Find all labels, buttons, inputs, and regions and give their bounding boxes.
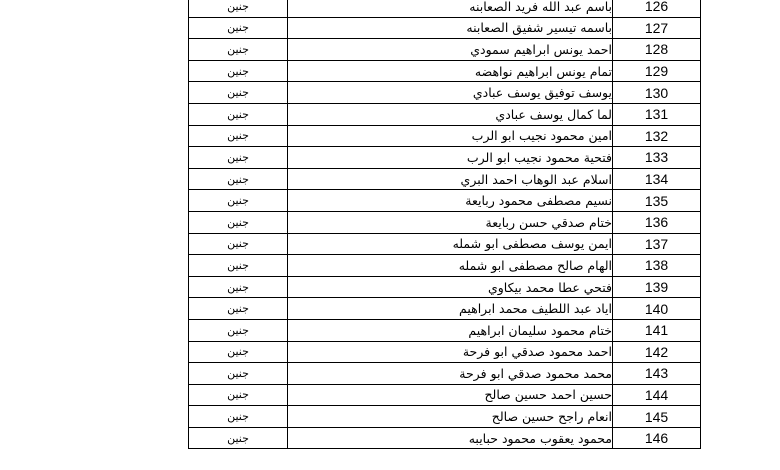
name-cell: اياد عبد اللطيف محمد ابراهيم bbox=[288, 298, 613, 320]
table-row bbox=[189, 276, 701, 298]
number-cell: 126 bbox=[613, 0, 701, 17]
number-cell: 128 bbox=[613, 39, 701, 61]
number-cell: 127 bbox=[613, 17, 701, 39]
name-cell: محمد محمود صدقي ابو فرحة bbox=[288, 363, 613, 385]
town-cell: جنين bbox=[189, 82, 288, 104]
number-cell: 137 bbox=[613, 233, 701, 255]
table-row bbox=[189, 319, 701, 341]
name-cell: تمام يونس ابراهيم نواهضه bbox=[288, 60, 613, 82]
name-cell: يوسف توفيق يوسف عبادي bbox=[288, 82, 613, 104]
name-cell: احمد محمود صدقي ابو فرحة bbox=[288, 341, 613, 363]
table-row bbox=[189, 168, 701, 190]
name-cell: حسين احمد حسين صالح bbox=[288, 384, 613, 406]
name-cell: فتحي عطا محمد بيكاوي bbox=[288, 276, 613, 298]
table-row bbox=[189, 384, 701, 406]
town-cell: جنين bbox=[189, 341, 288, 363]
town-cell: جنين bbox=[189, 276, 288, 298]
table-row bbox=[189, 406, 701, 428]
table-row bbox=[189, 298, 701, 320]
number-cell: 134 bbox=[613, 168, 701, 190]
table-row bbox=[189, 0, 701, 17]
town-cell: جنين bbox=[189, 233, 288, 255]
name-cell: ختام محمود سليمان ابراهيم bbox=[288, 319, 613, 341]
number-cell: 140 bbox=[613, 298, 701, 320]
town-cell: جنين bbox=[189, 298, 288, 320]
number-cell: 146 bbox=[613, 427, 701, 449]
town-cell: جنين bbox=[189, 147, 288, 169]
number-cell: 136 bbox=[613, 211, 701, 233]
name-cell: امين محمود نجيب ابو الرب bbox=[288, 125, 613, 147]
town-cell: جنين bbox=[189, 103, 288, 125]
town-cell: جنين bbox=[189, 60, 288, 82]
table-row bbox=[189, 17, 701, 39]
name-cell: نسيم مصطفى محمود ربايعة bbox=[288, 190, 613, 212]
number-cell: 143 bbox=[613, 363, 701, 385]
name-cell: انعام راجح حسين صالح bbox=[288, 406, 613, 428]
number-cell: 138 bbox=[613, 255, 701, 277]
table-row bbox=[189, 125, 701, 147]
name-cell: ايمن يوسف مصطفى ابو شمله bbox=[288, 233, 613, 255]
number-cell: 142 bbox=[613, 341, 701, 363]
number-cell: 144 bbox=[613, 384, 701, 406]
town-cell: جنين bbox=[189, 406, 288, 428]
table-row bbox=[189, 211, 701, 233]
number-cell: 145 bbox=[613, 406, 701, 428]
town-cell: جنين bbox=[189, 255, 288, 277]
table-row bbox=[189, 427, 701, 449]
table-row bbox=[189, 233, 701, 255]
table-row bbox=[189, 190, 701, 212]
number-cell: 129 bbox=[613, 60, 701, 82]
town-cell: جنين bbox=[189, 0, 288, 17]
table-row bbox=[189, 82, 701, 104]
name-cell: لما كمال يوسف عبادي bbox=[288, 103, 613, 125]
name-cell: الهام صالح مصطفى ابو شمله bbox=[288, 255, 613, 277]
name-cell: احمد يونس ابراهيم سمودي bbox=[288, 39, 613, 61]
town-cell: جنين bbox=[189, 319, 288, 341]
number-cell: 135 bbox=[613, 190, 701, 212]
number-cell: 130 bbox=[613, 82, 701, 104]
town-cell: جنين bbox=[189, 384, 288, 406]
name-cell: ختام صدقي حسن ربايعة bbox=[288, 211, 613, 233]
town-cell: جنين bbox=[189, 125, 288, 147]
table-row bbox=[189, 60, 701, 82]
town-cell: جنين bbox=[189, 427, 288, 449]
number-cell: 131 bbox=[613, 103, 701, 125]
number-cell: 141 bbox=[613, 319, 701, 341]
town-cell: جنين bbox=[189, 168, 288, 190]
table-row bbox=[189, 341, 701, 363]
names-table bbox=[188, 0, 701, 449]
number-cell: 139 bbox=[613, 276, 701, 298]
table-row bbox=[189, 363, 701, 385]
table-row bbox=[189, 255, 701, 277]
number-cell: 132 bbox=[613, 125, 701, 147]
name-cell: باسمه تيسير شفيق الصعابنه bbox=[288, 17, 613, 39]
town-cell: جنين bbox=[189, 363, 288, 385]
name-cell: محمود يعقوب محمود حبايبه bbox=[288, 427, 613, 449]
table-row bbox=[189, 103, 701, 125]
town-cell: جنين bbox=[189, 190, 288, 212]
town-cell: جنين bbox=[189, 39, 288, 61]
table-row bbox=[189, 39, 701, 61]
name-cell: باسم عبد الله فريد الصعابنه bbox=[288, 0, 613, 17]
town-cell: جنين bbox=[189, 211, 288, 233]
number-cell: 133 bbox=[613, 147, 701, 169]
name-cell: فتحية محمود نجيب ابو الرب bbox=[288, 147, 613, 169]
town-cell: جنين bbox=[189, 17, 288, 39]
table-row bbox=[189, 147, 701, 169]
name-cell: اسلام عبد الوهاب احمد البري bbox=[288, 168, 613, 190]
